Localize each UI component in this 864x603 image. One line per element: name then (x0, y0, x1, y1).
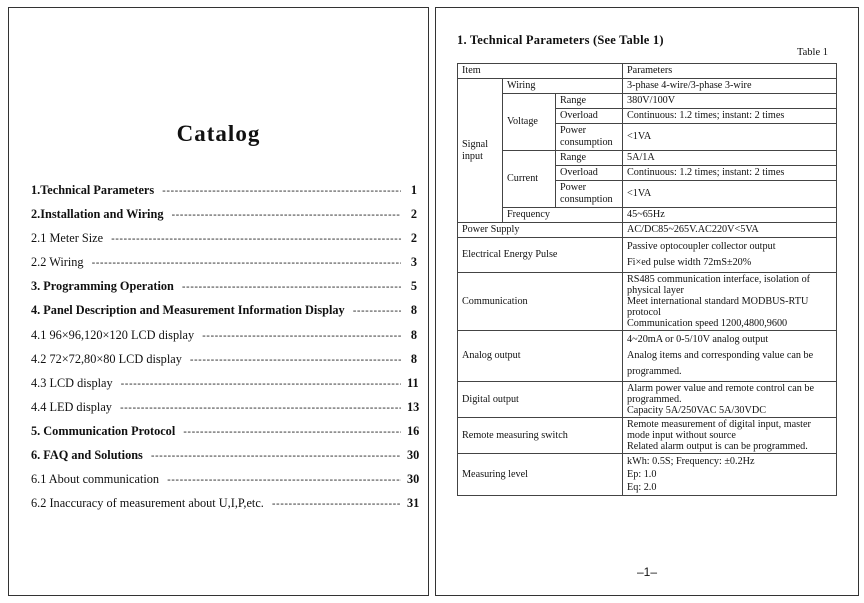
toc-entry-page: 8 (410, 303, 417, 318)
analog-output-label: Analog output (458, 331, 623, 382)
table-row (458, 79, 837, 94)
toc-leader-dashes (182, 281, 401, 293)
toc-entry (31, 352, 417, 376)
analog-output-value: 4~20mA or 0-5/10V analog output Analog items and corresponding value can be programmed. (623, 331, 837, 382)
voltage-overload-value: Continuous: 1.2 times; instant: 2 times (623, 109, 837, 124)
page-number: –1– (636, 565, 658, 579)
header-item: Item (458, 64, 623, 79)
toc-entry-label: 2.2 Wiring (31, 255, 84, 270)
table-row (458, 273, 837, 331)
toc-entry-label: 4. Panel Description and Measurement Information Display (31, 303, 345, 318)
table-row (458, 418, 837, 454)
parameters-table (457, 63, 837, 496)
technical-parameters-page (435, 7, 859, 596)
toc-entry-label: 6. FAQ and Solutions (31, 448, 143, 463)
toc-entry (31, 328, 417, 352)
table-header-row (458, 64, 837, 79)
toc-entry-page: 30 (407, 472, 420, 487)
voltage-power-value: <1VA (623, 124, 837, 151)
toc-entry-label: 4.2 72×72,80×80 LCD display (31, 351, 182, 366)
toc-entry-label: 4.4 LED display (31, 399, 112, 414)
toc-entry (31, 496, 420, 520)
table-row (458, 151, 837, 166)
header-parameters: Parameters (623, 64, 837, 79)
toc-entry-page: 13 (407, 399, 420, 414)
current-overload-value: Continuous: 1.2 times; instant: 2 times (623, 166, 837, 181)
toc-leader-dashes (202, 330, 401, 342)
table-row (458, 454, 837, 496)
toc-entry-page: 8 (410, 351, 417, 366)
toc-entry (31, 303, 417, 327)
table-row (458, 223, 837, 238)
toc-entry (31, 231, 417, 255)
toc-leader-dashes (272, 498, 401, 510)
toc-leader-dashes (171, 209, 401, 221)
digital-output-label: Digital output (458, 382, 623, 418)
measuring-level-value: kWh: 0.5S; Frequency: ±0.2Hz Ep: 1.0 Eq: 2.0 (623, 454, 837, 496)
toc-leader-dashes (190, 354, 401, 366)
toc-leader-dashes (167, 474, 401, 486)
current-power-value: <1VA (623, 181, 837, 208)
toc-entry (31, 376, 417, 400)
power-supply-value: AC/DC85~265V.AC220V<5VA (623, 223, 837, 238)
toc-leader-dashes (151, 450, 401, 462)
toc-entry-page: 30 (407, 448, 420, 463)
toc-entry-label: 3. Programming Operation (31, 279, 174, 294)
power-supply-label: Power Supply (458, 223, 623, 238)
toc-entry-page: 2 (410, 231, 417, 246)
frequency-value: 45~65Hz (623, 208, 837, 223)
toc-entry-page: 5 (410, 279, 417, 294)
energy-pulse-label: Electrical Energy Pulse (458, 238, 623, 273)
toc-entry-label: 1.Technical Parameters (31, 183, 155, 197)
wiring-label: Wiring (503, 79, 623, 94)
toc-entry-label: 4.3 LCD display (31, 375, 113, 390)
energy-pulse-value: Passive optocoupler collector output Fi×ed pulse width 72mS±20% (623, 238, 837, 273)
table-row (458, 331, 837, 382)
toc-entry-page: 31 (407, 496, 420, 511)
toc-entry-label: 5. Communication Protocol (31, 423, 176, 438)
toc-leader-dashes (162, 185, 401, 197)
digital-output-value: Alarm power value and remote control can be programmed. Capacity 5A/250VAC 5A/30VDC (623, 382, 837, 418)
toc-entry (31, 423, 420, 448)
toc-entry-page: 16 (407, 423, 420, 438)
toc-entry (31, 183, 417, 207)
table-row (458, 382, 837, 418)
catalog-title: Catalog (176, 121, 261, 146)
toc-entry-label: 2.Installation and Wiring (31, 207, 164, 222)
toc-entry (31, 399, 420, 424)
voltage-range-label: Range (556, 94, 623, 109)
voltage-overload-label: Overload (556, 109, 623, 124)
toc-entry-page: 8 (410, 327, 417, 342)
toc-entry-label: 2.1 Meter Size (31, 231, 104, 246)
table-caption: Table 1 (796, 47, 828, 58)
toc-leader-dashes (353, 305, 401, 317)
voltage-label: Voltage (503, 94, 556, 151)
current-range-label: Range (556, 151, 623, 166)
toc-leader-dashes (121, 378, 401, 390)
table-row (458, 94, 837, 109)
table-of-contents (31, 183, 420, 520)
toc-entry-page: 3 (410, 255, 417, 270)
toc-entry (31, 207, 417, 231)
section-title: 1. Technical Parameters (See Table 1) (457, 33, 664, 47)
current-power-label: Power consumption (556, 181, 623, 208)
remote-switch-value: Remote measurement of digital input, master mode input without source Related alarm output is can be programmed. (623, 418, 837, 454)
toc-entry (31, 472, 420, 496)
toc-entry (31, 448, 420, 472)
catalog-page (8, 7, 429, 596)
current-label: Current (503, 151, 556, 208)
toc-entry-page: 11 (407, 375, 419, 390)
current-range-value: 5A/1A (623, 151, 837, 166)
communication-label: Communication (458, 273, 623, 331)
toc-entry (31, 255, 417, 279)
signal-input-label: Signal input (458, 79, 503, 223)
toc-leader-dashes (183, 426, 401, 438)
toc-entry (31, 279, 417, 303)
toc-leader-dashes (111, 233, 401, 245)
wiring-value: 3-phase 4-wire/3-phase 3-wire (623, 79, 837, 94)
toc-leader-dashes (120, 402, 401, 414)
remote-switch-label: Remote measuring switch (458, 418, 623, 454)
table-row (458, 208, 837, 223)
toc-entry-label: 4.1 96×96,120×120 LCD display (31, 327, 195, 342)
toc-entry-page: 2 (410, 207, 417, 222)
frequency-label: Frequency (503, 208, 623, 223)
measuring-level-label: Measuring level (458, 454, 623, 496)
communication-value: RS485 communication interface, isolation of physical layer Meet international standard MODBUS-RTU protocol Communication speed 1200,4800,9600 (623, 273, 837, 331)
voltage-range-value: 380V/100V (623, 94, 837, 109)
table-row (458, 238, 837, 273)
current-overload-label: Overload (556, 166, 623, 181)
toc-entry-page: 1 (410, 183, 417, 197)
toc-leader-dashes (92, 257, 401, 269)
toc-entry-label: 6.2 Inaccuracy of measurement about U,I,P,etc. (31, 496, 264, 511)
voltage-power-label: Power consumption (556, 124, 623, 151)
toc-entry-label: 6.1 About communication (31, 472, 160, 487)
